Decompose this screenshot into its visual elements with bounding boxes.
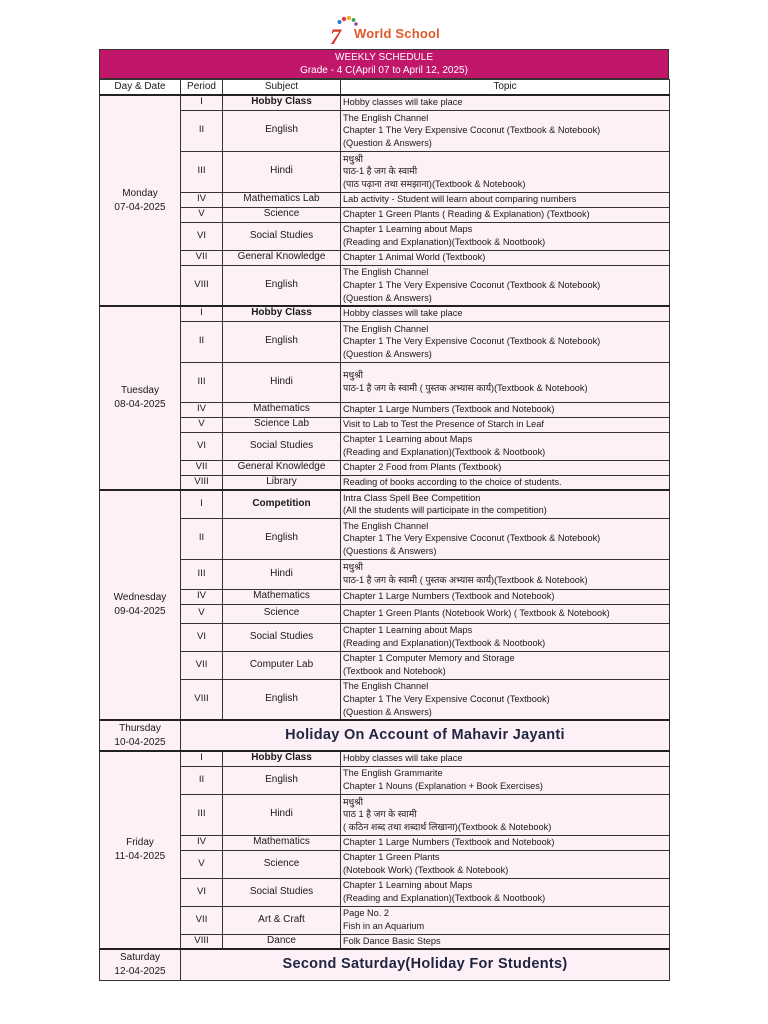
subject-cell: Hobby Class xyxy=(223,751,341,766)
period-cell: VIII xyxy=(181,475,223,490)
subject-cell: Mathematics xyxy=(223,589,341,604)
subject-cell: Science xyxy=(223,850,341,878)
table-row xyxy=(100,432,670,460)
day-name: Saturday xyxy=(119,951,161,963)
day-cell xyxy=(100,490,181,720)
topic-cell: Lab activity - Student will learn about comparing numbers xyxy=(341,192,670,207)
day-cell xyxy=(100,306,181,490)
topic-cell: Chapter 2 Food from Plants (Textbook) xyxy=(341,460,670,475)
topic-cell: मधुश्री पाठ 1 है जग के स्वामी ( कठिन शब्द तथा शब्दार्थ लिखाना)(Textbook & Notebook) xyxy=(341,794,670,835)
holiday-label: Second Saturday(Holiday For Students) xyxy=(181,949,670,980)
subject-cell: Hindi xyxy=(223,559,341,589)
logo-name: World School xyxy=(354,26,440,41)
subject-cell: Social Studies xyxy=(223,222,341,250)
table-row xyxy=(100,559,670,589)
subject-cell: Science xyxy=(223,604,341,623)
topic-cell: The English Channel Chapter 1 The Very Expensive Coconut (Textbook & Notebook) (Question & Answers) xyxy=(341,321,670,362)
period-cell: IV xyxy=(181,402,223,417)
period-cell: VII xyxy=(181,906,223,934)
table-row xyxy=(100,192,670,207)
subject-cell: General Knowledge xyxy=(223,460,341,475)
table-header-row xyxy=(100,80,670,96)
period-cell: III xyxy=(181,362,223,402)
day-cell xyxy=(100,720,181,751)
period-cell: I xyxy=(181,490,223,518)
schedule-title: WEEKLY SCHEDULE xyxy=(335,52,433,63)
table-row xyxy=(100,794,670,835)
period-cell: V xyxy=(181,850,223,878)
period-cell: III xyxy=(181,151,223,192)
table-row xyxy=(100,604,670,623)
topic-cell: Intra Class Spell Bee Competition (All the students will participate in the competition) xyxy=(341,490,670,518)
holiday-row xyxy=(100,949,670,980)
table-row xyxy=(100,207,670,222)
period-cell: VI xyxy=(181,222,223,250)
topic-cell: Chapter 1 Green Plants (Notebook Work) ( Textbook & Notebook) xyxy=(341,604,670,623)
period-cell: VI xyxy=(181,623,223,651)
table-row xyxy=(100,321,670,362)
period-cell: IV xyxy=(181,589,223,604)
period-cell: I xyxy=(181,95,223,110)
period-cell: V xyxy=(181,417,223,432)
topic-cell: Hobby classes will take place xyxy=(341,306,670,321)
table-row xyxy=(100,417,670,432)
subject-cell: Mathematics xyxy=(223,835,341,850)
period-cell: VIII xyxy=(181,934,223,949)
table-row xyxy=(100,766,670,794)
topic-cell: Chapter 1 Computer Memory and Storage (Textbook and Notebook) xyxy=(341,651,670,679)
column-header-subject: Subject xyxy=(223,80,341,96)
subject-cell: Hindi xyxy=(223,362,341,402)
table-row xyxy=(100,906,670,934)
day-cell xyxy=(100,751,181,949)
topic-cell: Chapter 1 Green Plants (Notebook Work) (Textbook & Notebook) xyxy=(341,850,670,878)
table-row xyxy=(100,402,670,417)
subject-cell: English xyxy=(223,110,341,151)
topic-cell: Visit to Lab to Test the Presence of Starch in Leaf xyxy=(341,417,670,432)
period-cell: I xyxy=(181,751,223,766)
table-row xyxy=(100,623,670,651)
table-row xyxy=(100,518,670,559)
day-cell xyxy=(100,95,181,306)
table-row xyxy=(100,362,670,402)
day-name: Tuesday xyxy=(121,385,159,396)
topic-cell: Reading of books according to the choice of students. xyxy=(341,475,670,490)
period-cell: VIII xyxy=(181,265,223,306)
period-cell: I xyxy=(181,306,223,321)
subject-cell: Dance xyxy=(223,934,341,949)
period-cell: II xyxy=(181,766,223,794)
subject-cell: Science Lab xyxy=(223,417,341,432)
holiday-label: Holiday On Account of Mahavir Jayanti xyxy=(181,720,670,751)
period-cell: VII xyxy=(181,651,223,679)
period-cell: III xyxy=(181,559,223,589)
topic-cell: Chapter 1 Learning about Maps (Reading and Explanation)(Textbook & Nootbook) xyxy=(341,878,670,906)
period-cell: II xyxy=(181,321,223,362)
day-name: Monday xyxy=(122,187,158,199)
topic-cell: Chapter 1 Learning about Maps (Reading and Explanation)(Textbook & Nootbook) xyxy=(341,222,670,250)
table-row xyxy=(100,95,670,110)
school-logo xyxy=(328,14,448,50)
topic-cell: Page No. 2 Fish in an Aquarium xyxy=(341,906,670,934)
subject-cell: General Knowledge xyxy=(223,250,341,265)
schedule-header xyxy=(99,49,669,79)
period-cell: VII xyxy=(181,460,223,475)
subject-cell: Hobby Class xyxy=(223,306,341,321)
subject-cell: Hindi xyxy=(223,794,341,835)
topic-cell: Chapter 1 Large Numbers (Textbook and Notebook) xyxy=(341,835,670,850)
subject-cell: Mathematics Lab xyxy=(223,192,341,207)
day-date: 11-04-2025 xyxy=(114,851,166,862)
holiday-row xyxy=(100,720,670,751)
day-date: 07-04-2025 xyxy=(114,201,166,213)
subject-cell: Hindi xyxy=(223,151,341,192)
subject-cell: Science xyxy=(223,207,341,222)
subject-cell: Art & Craft xyxy=(223,906,341,934)
period-cell: VI xyxy=(181,878,223,906)
period-cell: V xyxy=(181,604,223,623)
subject-cell: English xyxy=(223,518,341,559)
day-name: Thursday xyxy=(119,722,161,734)
table-row xyxy=(100,306,670,321)
topic-cell: मधुश्री पाठ-1 है जग के स्वामी ( पुस्तक अभ्यास कार्य)(Textbook & Notebook) xyxy=(341,559,670,589)
period-cell: II xyxy=(181,110,223,151)
topic-cell: Chapter 1 Large Numbers (Textbook and Notebook) xyxy=(341,589,670,604)
svg-text:7: 7 xyxy=(330,24,341,49)
topic-cell: Folk Dance Basic Steps xyxy=(341,934,670,949)
table-row xyxy=(100,475,670,490)
table-row xyxy=(100,651,670,679)
day-date: 12-04-2025 xyxy=(114,965,166,977)
subject-cell: English xyxy=(223,679,341,720)
subject-cell: Social Studies xyxy=(223,432,341,460)
period-cell: IV xyxy=(181,835,223,850)
subject-cell: English xyxy=(223,265,341,306)
topic-cell: Hobby classes will take place xyxy=(341,95,670,110)
day-cell xyxy=(100,949,181,980)
table-row xyxy=(100,835,670,850)
day-name: Friday xyxy=(126,837,154,848)
topic-cell: Chapter 1 Learning about Maps (Reading and Explanation)(Textbook & Nootbook) xyxy=(341,623,670,651)
period-cell: III xyxy=(181,794,223,835)
table-row xyxy=(100,222,670,250)
topic-cell: The English Channel Chapter 1 The Very Expensive Coconut (Textbook & Notebook) (Questions & Answers) xyxy=(341,518,670,559)
subject-cell: Library xyxy=(223,475,341,490)
period-cell: II xyxy=(181,518,223,559)
table-row xyxy=(100,878,670,906)
topic-cell: Chapter 1 Animal World (Textbook) xyxy=(341,250,670,265)
subject-cell: English xyxy=(223,321,341,362)
subject-cell: Social Studies xyxy=(223,623,341,651)
table-row xyxy=(100,151,670,192)
table-row xyxy=(100,250,670,265)
period-cell: VII xyxy=(181,250,223,265)
topic-cell: Chapter 1 Learning about Maps (Reading and Explanation)(Textbook & Nootbook) xyxy=(341,432,670,460)
schedule-subtitle: Grade - 4 C(April 07 to April 12, 2025) xyxy=(300,65,468,76)
topic-cell: The English Channel Chapter 1 The Very Expensive Coconut (Textbook) (Question & Answers) xyxy=(341,679,670,720)
table-row xyxy=(100,589,670,604)
table-row xyxy=(100,850,670,878)
table-row xyxy=(100,934,670,949)
subject-cell: Competition xyxy=(223,490,341,518)
column-header-period: Period xyxy=(181,80,223,96)
subject-cell: Hobby Class xyxy=(223,95,341,110)
topic-cell: Hobby classes will take place xyxy=(341,751,670,766)
period-cell: VIII xyxy=(181,679,223,720)
table-row xyxy=(100,460,670,475)
subject-cell: English xyxy=(223,766,341,794)
subject-cell: Mathematics xyxy=(223,402,341,417)
topic-cell: मधुश्री पाठ-1 है जग के स्वामी (पाठ पढ़ाना तथा समझाना)(Textbook & Notebook) xyxy=(341,151,670,192)
day-date: 08-04-2025 xyxy=(114,399,166,410)
period-cell: V xyxy=(181,207,223,222)
day-date: 10-04-2025 xyxy=(114,736,166,748)
day-name: Wednesday xyxy=(113,592,167,603)
topic-cell: मधुश्री पाठ-1 है जग के स्वामी ( पुस्तक अभ्यास कार्य)(Textbook & Notebook) xyxy=(341,362,670,402)
weekly-schedule-table xyxy=(99,79,670,981)
topic-cell: The English Channel Chapter 1 The Very Expensive Coconut (Textbook & Notebook) (Question & Answers) xyxy=(341,110,670,151)
table-row xyxy=(100,751,670,766)
table-row xyxy=(100,110,670,151)
subject-cell: Computer Lab xyxy=(223,651,341,679)
column-header-topic: Topic xyxy=(341,80,670,96)
topic-cell: Chapter 1 Green Plants ( Reading & Explanation) (Textbook) xyxy=(341,207,670,222)
day-date: 09-04-2025 xyxy=(114,606,166,617)
subject-cell: Social Studies xyxy=(223,878,341,906)
column-header-day: Day & Date xyxy=(100,80,181,96)
table-row xyxy=(100,490,670,518)
topic-cell: Chapter 1 Large Numbers (Textbook and Notebook) xyxy=(341,402,670,417)
period-cell: VI xyxy=(181,432,223,460)
period-cell: IV xyxy=(181,192,223,207)
table-row xyxy=(100,679,670,720)
table-row xyxy=(100,265,670,306)
topic-cell: The English Channel Chapter 1 The Very Expensive Coconut (Textbook & Notebook) (Question & Answers) xyxy=(341,265,670,306)
topic-cell: The English Grammarite Chapter 1 Nouns (Explanation + Book Exercises) xyxy=(341,766,670,794)
